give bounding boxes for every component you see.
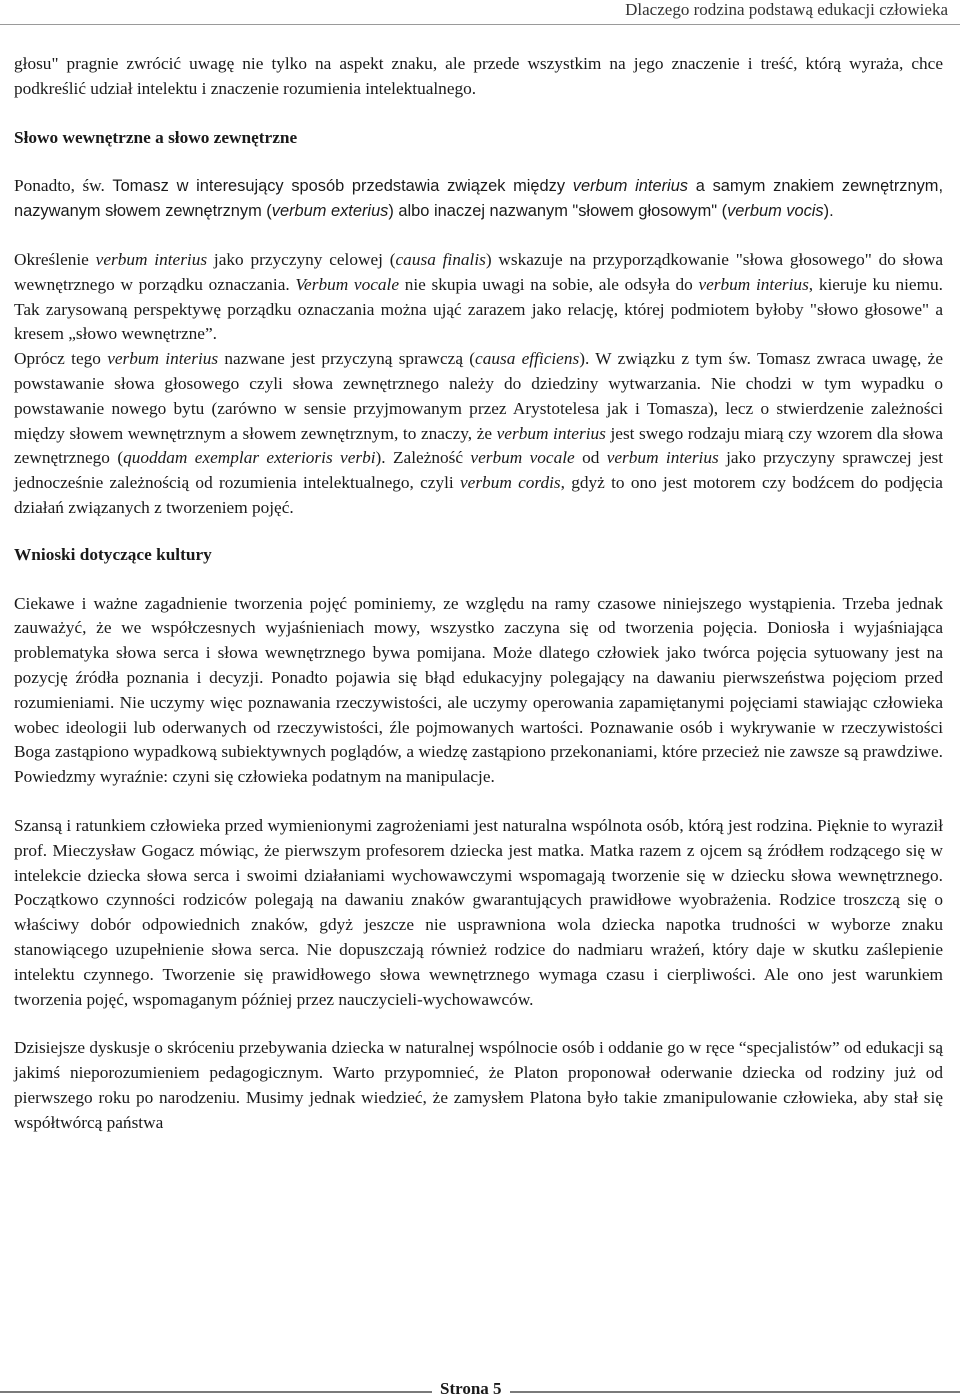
section-heading-culture-conclusions: Wnioski dotyczące kultury [14,544,212,564]
latin-term: verbum vocale [470,448,575,468]
text-run: ). [823,202,834,221]
text-run: ). Zależność [375,448,471,468]
running-title: Dlaczego rodzina podstawą edukacji człowieka [625,0,948,19]
text-run: jako przyczyny sprawczej jest jednocześnie zależnością od rozumienia intelektualnego, czyli [14,448,943,493]
text-run: Oprócz tego [14,349,108,369]
latin-term: verbum cordis [459,473,561,493]
page-header [0,0,960,25]
paragraph-final-cause [14,248,943,347]
text-run: Tomasz w interesujący sposób przedstawia związek między [112,177,573,196]
paragraph-efficient-cause [14,347,943,521]
text-run: ). W związku z tym św. Tomasz zwraca uwagę, że powstawanie słowa głosowego czyli słowa zewnętrznego należy do dziedziny wytwarzania. Nie chodzi w tym wypadku o powstawanie nowego bytu (zarówno w sensie przyjmowanym przez Arystotelesa jak i Tomasza), lecz o stwierdzenie zależności między słowem wewnętrznym a słowem zewnętrznym, to znaczy, że [14,349,943,443]
text-run: jest swego rodzaju miarą czy wzorem dla słowa zewnętrznego ( [14,423,944,468]
page-footer [0,1378,960,1400]
latin-term: verbum interius [95,249,208,269]
page-number: Strona 5 [432,1379,510,1399]
text-run: , kieruje ku niemu. Tak zarysowaną perspektywę porządku oznaczania można ująć zarazem jako relację, której podmiotem byłoby "słowo głosowe" a kresem „słowo wewnętrzne”. [14,274,943,344]
paragraph-concept-formation: Ciekawe i ważne zagadnienie tworzenia pojęć pominiemy, ze względu na ramy czasowe niniejszego wystąpienia. Trzeba jednak zauważyć, że we współczesnych wyjaśnieniach mowy, wszystko zaczyna się od tworzenia pojęcia. Doniosła i wyjaśniająca problematyka słowa serca i słowa wewnętrznego bywa pomijana. Może dlatego człowiek jako twórca pojęcia sytuowany jest na pozycję źródła poznania i decyzji. Ponadto pojawia się błąd edukacyjny polegający na dawaniu pierwszeństwa pojęciom przed rozumieniami. Nie uczymy więc poznawania rzeczywistości, ale uczymy operowania zapamiętanymi pojęciami stawiając człowieka wobec ideologii lub oderwanych od rzeczywistości, źle pojmowanych wartości. Poznawanie osób i wykrywanie w rzeczywistości Boga zastąpiono wypadkową subiektywnych poglądów, a wiedzę zastąpiono przekonaniami, które przecież nie zawsze są prawdziwe. Powiedzmy wyraźnie: czyni się człowieka podatnym na manipulacje. [14,593,943,787]
latin-term: Verbum vocale [295,274,400,294]
paragraph-tomasz-relation [14,174,943,224]
text-run: jako przyczyny celowej ( [207,249,396,269]
text-run: nazwane jest przyczyną sprawczą ( [218,349,476,369]
latin-term: verbum interius [107,349,219,369]
latin-term: verbum interius [606,448,719,468]
paragraph-intro [14,52,943,102]
latin-term: verbum vocis [727,202,824,221]
text-run: od [574,448,607,468]
text-run: a samym znakiem zewnętrznym, nazywanym słowem zewnętrznym ( [14,177,944,221]
latin-term: verbum exterius [271,202,389,221]
paragraph-family-chance: Szansą i ratunkiem człowieka przed wymienionymi zagrożeniami jest naturalna wspólnota osób, którą jest rodzina. Pięknie to wyraził prof. Mieczysław Gogacz mówiąc, że pierwszym profesorem dziecka jest matka. Matka razem z ojcem są źródłem rodzącego się w intelekcie dziecka słowa serca i swoimi działaniami wychowawczymi wspomagają tworzenie się w dziecku słowa wewnętrznego. Początkowo czynności rodziców polegają na dawaniu znaków gwarantujących prawidłowe wyobrażenia. Rodzice troszczą się o właściwy dobór odpowiednich znaków, gdyż jeszcze nie usprawniona wola dziecka napotka trudności w wyborze znaku stanowiącego uzupełnienie słowa serca. Nie dopuszczają również rodzice do nadmiaru wrażeń, który daje w skutku zaślepienie intelektu czynnego. Tworzenie się prawidłowego słowa wewnętrznego wymaga czasu i cierpliwości. Ale ono jest warunkiem tworzenia pojęć, wspomaganym później przez nauczycieli-wychowawców. [14,815,943,1009]
text-run: ) albo inaczej nazwanym "słowem głosowym" ( [388,202,728,221]
latin-term: causa efficiens [475,349,580,369]
section-heading-inner-outer-word: Słowo wewnętrzne a słowo zewnętrzne [14,127,298,147]
text-run: Określenie [14,249,96,269]
latin-term: quoddam exemplar exterioris verbi [123,448,376,468]
text-run: ) wskazuje na przyporządkowanie "słowa głosowego" do słowa wewnętrznego w porządku oznaczania. [14,249,943,294]
document-body [14,52,943,1135]
latin-term: causa finalis [395,249,486,269]
text-run: głosu" pragnie zwrócić uwagę nie tylko na aspekt znaku, ale przede wszystkim na jego znaczenie i treść, którą wyraża, chce podkreślić udział intelektu i znaczenie rozumienia intelektualnego. [14,54,943,98]
latin-term: verbum interius [572,177,689,196]
text-run: , gdyż to ono jest motorem czy bodźcem do podjęcia działań związanych z tworzeniem pojęć. [14,473,943,517]
text-run: nie skupia uwagi na sobie, ale odsyła do [399,274,699,294]
paragraph-current-discussions: Dzisiejsze dyskusje o skróceniu przebywania dziecka w naturalnej wspólnocie osób i oddanie go w ręce “specjalistów” od edukacji są jakimś nieporozumieniem pedagogicznym. Warto przypomnieć, że Platon proponował oderwanie dziecka od rodziny już od pierwszego roku po narodzeniu. Musimy jednak wiedzieć, że zamysłem Platona było takie zmanipulowanie człowieka, aby stał się współtwórcą państwa [14,1038,943,1132]
text-run: Ponadto, św. [14,176,113,196]
latin-term: verbum interius [496,423,606,443]
latin-term: verbum interius [698,274,809,294]
